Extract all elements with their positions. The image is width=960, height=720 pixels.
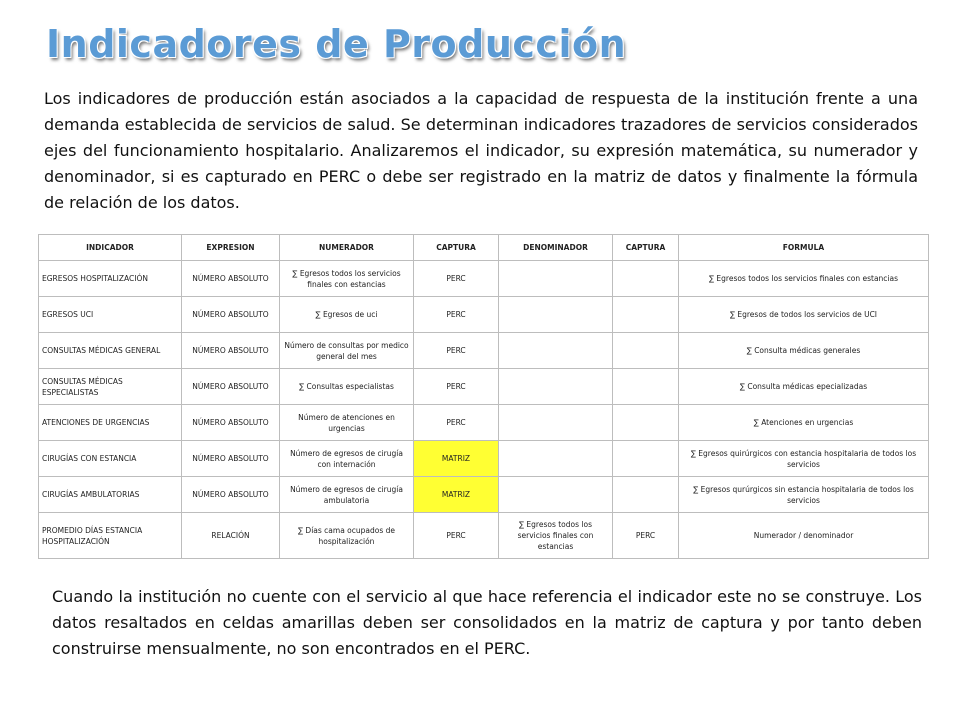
cell-captura-highlighted: MATRIZ [414,477,499,513]
cell-indicador: ATENCIONES DE URGENCIAS [39,405,182,441]
cell-formula: ∑ Egresos quirúrgicos con estancia hospitalaria de todos los servicios [679,441,929,477]
cell-numerador: Número de egresos de cirugía con internación [280,441,414,477]
cell-indicador: CIRUGÍAS AMBULATORIAS [39,477,182,513]
cell-denominador: ∑ Egresos todos los servicios finales con estancias [499,513,613,559]
cell-denominador [499,405,613,441]
cell-numerador: Número de atenciones en urgencias [280,405,414,441]
cell-captura: PERC [414,369,499,405]
intro-paragraph: Los indicadores de producción están asociados a la capacidad de respuesta de la institución frente a una demanda establecida de servicios de salud. Se determinan indicadores trazadores de servicios considerados ejes del funcionamiento hospitalario. Analizaremos el indicador, su expresión matemática, su numerador y denominador, si es capturado en PERC o debe ser registrado en la matriz de datos y finalmente la fórmula de relación de los datos. [44,89,918,212]
cell-numerador: ∑ Egresos de uci [280,297,414,333]
cell-captura: PERC [414,261,499,297]
cell-captura: PERC [414,513,499,559]
table-row [39,477,929,513]
header-denominador: DENOMINADOR [499,235,613,261]
cell-formula: ∑ Egresos todos los servicios finales con estancias [679,261,929,297]
cell-expresion: RELACIÓN [182,513,280,559]
cell-captura-denominador [613,333,679,369]
cell-formula: Numerador / denominador [679,513,929,559]
header-formula: FORMULA [679,235,929,261]
cell-captura-denominador [613,369,679,405]
header-numerador: NUMERADOR [280,235,414,261]
cell-denominador [499,261,613,297]
cell-expresion: NÚMERO ABSOLUTO [182,261,280,297]
cell-denominador [499,333,613,369]
cell-expresion: NÚMERO ABSOLUTO [182,441,280,477]
cell-numerador: ∑ Días cama ocupados de hospitalización [280,513,414,559]
cell-captura-denominador [613,405,679,441]
table-row [39,261,929,297]
cell-captura: PERC [414,405,499,441]
cell-captura-denominador [613,477,679,513]
cell-expresion: NÚMERO ABSOLUTO [182,405,280,441]
cell-expresion: NÚMERO ABSOLUTO [182,369,280,405]
cell-denominador [499,297,613,333]
cell-indicador: CONSULTAS MÉDICAS ESPECIALISTAS [39,369,182,405]
cell-denominador [499,369,613,405]
cell-numerador: ∑ Consultas especialistas [280,369,414,405]
cell-indicador: EGRESOS HOSPITALIZACIÓN [39,261,182,297]
cell-indicador: CONSULTAS MÉDICAS GENERAL [39,333,182,369]
indicators-table [38,234,929,559]
table-row [39,513,929,559]
cell-denominador [499,477,613,513]
cell-indicador: PROMEDIO DÍAS ESTANCIA HOSPITALIZACIÓN [39,513,182,559]
cell-indicador: CIRUGÍAS CON ESTANCIA [39,441,182,477]
cell-formula: ∑ Egresos de todos los servicios de UCI [679,297,929,333]
cell-expresion: NÚMERO ABSOLUTO [182,297,280,333]
cell-formula: ∑ Consulta médicas generales [679,333,929,369]
table-row [39,369,929,405]
header-indicador: INDICADOR [39,235,182,261]
header-captura-denominador: CAPTURA [613,235,679,261]
cell-captura: PERC [414,297,499,333]
header-expresion: EXPRESION [182,235,280,261]
table-row [39,297,929,333]
cell-expresion: NÚMERO ABSOLUTO [182,333,280,369]
cell-indicador: EGRESOS UCI [39,297,182,333]
cell-captura-denominador: PERC [613,513,679,559]
table-row [39,441,929,477]
cell-captura-denominador [613,261,679,297]
cell-formula: ∑ Consulta médicas epecializadas [679,369,929,405]
cell-numerador: Número de consultas por medico general del mes [280,333,414,369]
cell-expresion: NÚMERO ABSOLUTO [182,477,280,513]
outro-paragraph: Cuando la institución no cuente con el servicio al que hace referencia el indicador este no se construye. Los datos resaltados en celdas amarillas deben ser consolidados en la matriz de captura y por tanto deben construirse mensualmente, no son encontrados en el PERC. [52,587,922,658]
page-title: Indicadores de Producción [46,22,627,66]
cell-numerador: ∑ Egresos todos los servicios finales con estancias [280,261,414,297]
cell-captura-denominador [613,297,679,333]
table-header-row [39,235,929,261]
cell-numerador: Número de egresos de cirugía ambulatoria [280,477,414,513]
table-row [39,333,929,369]
header-captura: CAPTURA [414,235,499,261]
cell-formula: ∑ Atenciones en urgencias [679,405,929,441]
cell-captura-highlighted: MATRIZ [414,441,499,477]
table-row [39,405,929,441]
cell-formula: ∑ Egresos qurúrgicos sin estancia hospitalaria de todos los servicios [679,477,929,513]
cell-captura-denominador [613,441,679,477]
cell-denominador [499,441,613,477]
indicators-table-container [38,234,928,559]
cell-captura: PERC [414,333,499,369]
